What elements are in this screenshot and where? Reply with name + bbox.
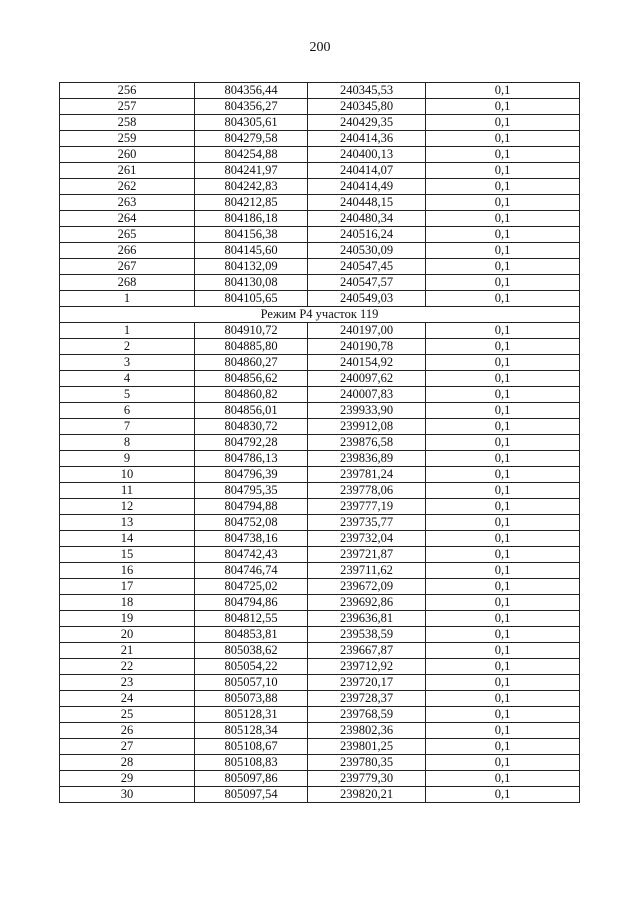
y-coordinate-cell: 239692,86 <box>308 595 426 611</box>
y-coordinate-cell: 239801,25 <box>308 739 426 755</box>
x-coordinate-cell: 804856,62 <box>195 371 308 387</box>
accuracy-cell: 0,1 <box>426 83 580 99</box>
x-coordinate-cell: 804812,55 <box>195 611 308 627</box>
accuracy-cell: 0,1 <box>426 355 580 371</box>
table-row <box>60 707 580 723</box>
point-number-cell: 1 <box>60 323 195 339</box>
accuracy-cell: 0,1 <box>426 163 580 179</box>
y-coordinate-cell: 240547,45 <box>308 259 426 275</box>
accuracy-cell: 0,1 <box>426 675 580 691</box>
x-coordinate-cell: 805108,67 <box>195 739 308 755</box>
table-row <box>60 787 580 803</box>
table-row <box>60 659 580 675</box>
y-coordinate-cell: 239836,89 <box>308 451 426 467</box>
x-coordinate-cell: 805054,22 <box>195 659 308 675</box>
point-number-cell: 258 <box>60 115 195 131</box>
table-body-before-section <box>60 83 580 307</box>
table-row <box>60 483 580 499</box>
point-number-cell: 1 <box>60 291 195 307</box>
y-coordinate-cell: 239636,81 <box>308 611 426 627</box>
y-coordinate-cell: 239720,17 <box>308 675 426 691</box>
point-number-cell: 7 <box>60 419 195 435</box>
y-coordinate-cell: 240429,35 <box>308 115 426 131</box>
x-coordinate-cell: 804279,58 <box>195 131 308 147</box>
coordinates-table <box>59 82 580 803</box>
page-number: 200 <box>309 40 331 55</box>
y-coordinate-cell: 240530,09 <box>308 243 426 259</box>
x-coordinate-cell: 805128,31 <box>195 707 308 723</box>
y-coordinate-cell: 239778,06 <box>308 483 426 499</box>
table-row <box>60 179 580 195</box>
accuracy-cell: 0,1 <box>426 595 580 611</box>
point-number-cell: 19 <box>60 611 195 627</box>
x-coordinate-cell: 804795,35 <box>195 483 308 499</box>
point-number-cell: 4 <box>60 371 195 387</box>
x-coordinate-cell: 804725,02 <box>195 579 308 595</box>
table-row <box>60 579 580 595</box>
table-row <box>60 755 580 771</box>
accuracy-cell: 0,1 <box>426 771 580 787</box>
x-coordinate-cell: 804305,61 <box>195 115 308 131</box>
y-coordinate-cell: 239780,35 <box>308 755 426 771</box>
table-row <box>60 163 580 179</box>
point-number-cell: 263 <box>60 195 195 211</box>
x-coordinate-cell: 805097,86 <box>195 771 308 787</box>
y-coordinate-cell: 239732,04 <box>308 531 426 547</box>
point-number-cell: 15 <box>60 547 195 563</box>
accuracy-cell: 0,1 <box>426 563 580 579</box>
table-row <box>60 371 580 387</box>
x-coordinate-cell: 804910,72 <box>195 323 308 339</box>
accuracy-cell: 0,1 <box>426 195 580 211</box>
table-row <box>60 211 580 227</box>
accuracy-cell: 0,1 <box>426 739 580 755</box>
x-coordinate-cell: 804830,72 <box>195 419 308 435</box>
y-coordinate-cell: 239777,19 <box>308 499 426 515</box>
accuracy-cell: 0,1 <box>426 115 580 131</box>
table-row <box>60 515 580 531</box>
point-number-cell: 268 <box>60 275 195 291</box>
table-row <box>60 563 580 579</box>
point-number-cell: 265 <box>60 227 195 243</box>
section-header-row <box>60 307 580 323</box>
accuracy-cell: 0,1 <box>426 499 580 515</box>
accuracy-cell: 0,1 <box>426 611 580 627</box>
accuracy-cell: 0,1 <box>426 291 580 307</box>
point-number-cell: 3 <box>60 355 195 371</box>
x-coordinate-cell: 804853,81 <box>195 627 308 643</box>
y-coordinate-cell: 240480,34 <box>308 211 426 227</box>
x-coordinate-cell: 805057,10 <box>195 675 308 691</box>
table-row <box>60 531 580 547</box>
y-coordinate-cell: 239768,59 <box>308 707 426 723</box>
point-number-cell: 29 <box>60 771 195 787</box>
point-number-cell: 6 <box>60 403 195 419</box>
accuracy-cell: 0,1 <box>426 627 580 643</box>
x-coordinate-cell: 804792,28 <box>195 435 308 451</box>
y-coordinate-cell: 240345,80 <box>308 99 426 115</box>
point-number-cell: 10 <box>60 467 195 483</box>
accuracy-cell: 0,1 <box>426 467 580 483</box>
accuracy-cell: 0,1 <box>426 531 580 547</box>
x-coordinate-cell: 804186,18 <box>195 211 308 227</box>
accuracy-cell: 0,1 <box>426 275 580 291</box>
x-coordinate-cell: 804794,88 <box>195 499 308 515</box>
y-coordinate-cell: 240197,00 <box>308 323 426 339</box>
x-coordinate-cell: 804794,86 <box>195 595 308 611</box>
y-coordinate-cell: 240549,03 <box>308 291 426 307</box>
y-coordinate-cell: 239711,62 <box>308 563 426 579</box>
x-coordinate-cell: 805038,62 <box>195 643 308 659</box>
y-coordinate-cell: 240190,78 <box>308 339 426 355</box>
accuracy-cell: 0,1 <box>426 403 580 419</box>
y-coordinate-cell: 239667,87 <box>308 643 426 659</box>
table-row <box>60 739 580 755</box>
y-coordinate-cell: 240547,57 <box>308 275 426 291</box>
table-row <box>60 435 580 451</box>
table-row <box>60 595 580 611</box>
accuracy-cell: 0,1 <box>426 131 580 147</box>
x-coordinate-cell: 804856,01 <box>195 403 308 419</box>
y-coordinate-cell: 240516,24 <box>308 227 426 243</box>
accuracy-cell: 0,1 <box>426 707 580 723</box>
accuracy-cell: 0,1 <box>426 691 580 707</box>
accuracy-cell: 0,1 <box>426 147 580 163</box>
x-coordinate-cell: 804796,39 <box>195 467 308 483</box>
x-coordinate-cell: 804786,13 <box>195 451 308 467</box>
table-row <box>60 467 580 483</box>
y-coordinate-cell: 239672,09 <box>308 579 426 595</box>
accuracy-cell: 0,1 <box>426 451 580 467</box>
accuracy-cell: 0,1 <box>426 579 580 595</box>
point-number-cell: 9 <box>60 451 195 467</box>
point-number-cell: 257 <box>60 99 195 115</box>
accuracy-cell: 0,1 <box>426 755 580 771</box>
x-coordinate-cell: 804254,88 <box>195 147 308 163</box>
accuracy-cell: 0,1 <box>426 243 580 259</box>
x-coordinate-cell: 805073,88 <box>195 691 308 707</box>
y-coordinate-cell: 239802,36 <box>308 723 426 739</box>
table-row <box>60 339 580 355</box>
section-header-group <box>60 307 580 323</box>
point-number-cell: 18 <box>60 595 195 611</box>
y-coordinate-cell: 240448,15 <box>308 195 426 211</box>
accuracy-cell: 0,1 <box>426 659 580 675</box>
accuracy-cell: 0,1 <box>426 419 580 435</box>
y-coordinate-cell: 240154,92 <box>308 355 426 371</box>
x-coordinate-cell: 804356,27 <box>195 99 308 115</box>
y-coordinate-cell: 240414,07 <box>308 163 426 179</box>
point-number-cell: 264 <box>60 211 195 227</box>
y-coordinate-cell: 240414,49 <box>308 179 426 195</box>
table-row <box>60 723 580 739</box>
y-coordinate-cell: 240345,53 <box>308 83 426 99</box>
table-row <box>60 403 580 419</box>
point-number-cell: 17 <box>60 579 195 595</box>
y-coordinate-cell: 239721,87 <box>308 547 426 563</box>
x-coordinate-cell: 805097,54 <box>195 787 308 803</box>
y-coordinate-cell: 239820,21 <box>308 787 426 803</box>
accuracy-cell: 0,1 <box>426 227 580 243</box>
accuracy-cell: 0,1 <box>426 387 580 403</box>
point-number-cell: 13 <box>60 515 195 531</box>
table-row <box>60 227 580 243</box>
table-row <box>60 499 580 515</box>
y-coordinate-cell: 239538,59 <box>308 627 426 643</box>
table-row <box>60 611 580 627</box>
y-coordinate-cell: 239735,77 <box>308 515 426 531</box>
accuracy-cell: 0,1 <box>426 99 580 115</box>
table-row <box>60 643 580 659</box>
table-row <box>60 691 580 707</box>
point-number-cell: 25 <box>60 707 195 723</box>
point-number-cell: 28 <box>60 755 195 771</box>
point-number-cell: 27 <box>60 739 195 755</box>
accuracy-cell: 0,1 <box>426 515 580 531</box>
x-coordinate-cell: 804885,80 <box>195 339 308 355</box>
table-row <box>60 115 580 131</box>
accuracy-cell: 0,1 <box>426 643 580 659</box>
accuracy-cell: 0,1 <box>426 723 580 739</box>
x-coordinate-cell: 804742,43 <box>195 547 308 563</box>
x-coordinate-cell: 804105,65 <box>195 291 308 307</box>
point-number-cell: 262 <box>60 179 195 195</box>
point-number-cell: 260 <box>60 147 195 163</box>
y-coordinate-cell: 240414,36 <box>308 131 426 147</box>
section-title: Режим Р4 участок 119 <box>60 307 580 323</box>
point-number-cell: 8 <box>60 435 195 451</box>
x-coordinate-cell: 804738,16 <box>195 531 308 547</box>
accuracy-cell: 0,1 <box>426 371 580 387</box>
x-coordinate-cell: 804752,08 <box>195 515 308 531</box>
accuracy-cell: 0,1 <box>426 339 580 355</box>
x-coordinate-cell: 804860,27 <box>195 355 308 371</box>
y-coordinate-cell: 240097,62 <box>308 371 426 387</box>
y-coordinate-cell: 239712,92 <box>308 659 426 675</box>
y-coordinate-cell: 239728,37 <box>308 691 426 707</box>
accuracy-cell: 0,1 <box>426 179 580 195</box>
table-row <box>60 387 580 403</box>
y-coordinate-cell: 240007,83 <box>308 387 426 403</box>
point-number-cell: 256 <box>60 83 195 99</box>
y-coordinate-cell: 240400,13 <box>308 147 426 163</box>
point-number-cell: 259 <box>60 131 195 147</box>
x-coordinate-cell: 804241,97 <box>195 163 308 179</box>
x-coordinate-cell: 804242,83 <box>195 179 308 195</box>
point-number-cell: 14 <box>60 531 195 547</box>
point-number-cell: 12 <box>60 499 195 515</box>
point-number-cell: 30 <box>60 787 195 803</box>
point-number-cell: 266 <box>60 243 195 259</box>
point-number-cell: 23 <box>60 675 195 691</box>
x-coordinate-cell: 805108,83 <box>195 755 308 771</box>
table-body-after-section <box>60 323 580 803</box>
point-number-cell: 22 <box>60 659 195 675</box>
table-row <box>60 355 580 371</box>
point-number-cell: 261 <box>60 163 195 179</box>
point-number-cell: 21 <box>60 643 195 659</box>
point-number-cell: 2 <box>60 339 195 355</box>
table-row <box>60 83 580 99</box>
y-coordinate-cell: 239779,30 <box>308 771 426 787</box>
y-coordinate-cell: 239781,24 <box>308 467 426 483</box>
accuracy-cell: 0,1 <box>426 787 580 803</box>
table-row <box>60 547 580 563</box>
table-row <box>60 675 580 691</box>
table-row <box>60 243 580 259</box>
accuracy-cell: 0,1 <box>426 259 580 275</box>
table-row <box>60 323 580 339</box>
accuracy-cell: 0,1 <box>426 547 580 563</box>
x-coordinate-cell: 804156,38 <box>195 227 308 243</box>
table-row <box>60 451 580 467</box>
accuracy-cell: 0,1 <box>426 323 580 339</box>
x-coordinate-cell: 804356,44 <box>195 83 308 99</box>
x-coordinate-cell: 805128,34 <box>195 723 308 739</box>
table-row <box>60 627 580 643</box>
point-number-cell: 26 <box>60 723 195 739</box>
table-row <box>60 195 580 211</box>
point-number-cell: 5 <box>60 387 195 403</box>
point-number-cell: 24 <box>60 691 195 707</box>
x-coordinate-cell: 804860,82 <box>195 387 308 403</box>
point-number-cell: 267 <box>60 259 195 275</box>
table-row <box>60 419 580 435</box>
y-coordinate-cell: 239933,90 <box>308 403 426 419</box>
point-number-cell: 11 <box>60 483 195 499</box>
point-number-cell: 16 <box>60 563 195 579</box>
accuracy-cell: 0,1 <box>426 435 580 451</box>
x-coordinate-cell: 804746,74 <box>195 563 308 579</box>
table-row <box>60 771 580 787</box>
table-row <box>60 147 580 163</box>
accuracy-cell: 0,1 <box>426 211 580 227</box>
x-coordinate-cell: 804132,09 <box>195 259 308 275</box>
table-row <box>60 99 580 115</box>
table-row <box>60 131 580 147</box>
table-row <box>60 291 580 307</box>
table-row <box>60 275 580 291</box>
x-coordinate-cell: 804145,60 <box>195 243 308 259</box>
point-number-cell: 20 <box>60 627 195 643</box>
x-coordinate-cell: 804212,85 <box>195 195 308 211</box>
y-coordinate-cell: 239876,58 <box>308 435 426 451</box>
y-coordinate-cell: 239912,08 <box>308 419 426 435</box>
accuracy-cell: 0,1 <box>426 483 580 499</box>
table-row <box>60 259 580 275</box>
x-coordinate-cell: 804130,08 <box>195 275 308 291</box>
